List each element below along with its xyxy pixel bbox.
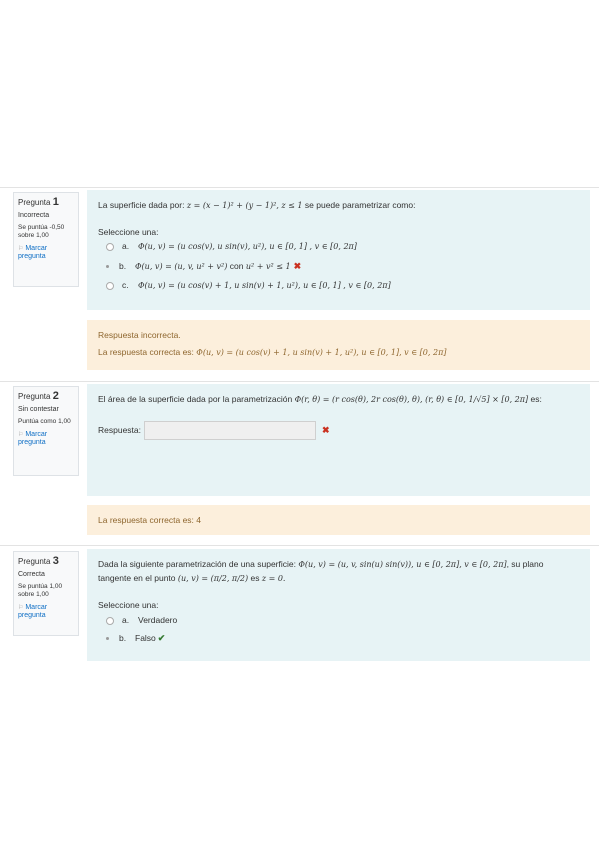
select-prompt: Seleccione una: <box>98 600 159 610</box>
option-radio-selected[interactable] <box>106 637 109 640</box>
incorrect-icon: ✖ <box>322 424 330 435</box>
question-content-3 <box>87 549 590 661</box>
correct-icon: ✔ <box>157 633 166 643</box>
option-radio-selected[interactable] <box>106 265 109 268</box>
question-text-line2: tangente en el punto (u, v) = (π/2, π/2) es z = 0. <box>98 573 286 583</box>
correct-answer: La respuesta correcta es: 4 <box>98 515 202 525</box>
question-text: El área de la superficie dada por la parametrización Φ(r, θ) = (r cos(θ), 2r cos(θ), θ), (r, θ) ∈ [0, 1/√5] × [0, 2π] es: <box>98 394 542 404</box>
separator <box>0 381 599 382</box>
option-c[interactable]: c. Φ(u, v) = (u cos(v) + 1, u sin(v) + 1, u²), u ∈ [0, 1] , v ∈ [0, 2π] <box>106 280 391 290</box>
question-grade: Se puntúa -0,50 sobre 1,00 <box>18 224 65 239</box>
question-text: Dada la siguiente parametrización de una superficie: Φ(u, v) = (u, v, sin(u) sin(v)), u ∈ [0, 2π], v ∈ [0, 2π], su plano <box>98 559 544 569</box>
separator <box>0 187 599 188</box>
question-info-3 <box>13 551 79 636</box>
option-a[interactable]: a. Verdadero <box>106 615 177 625</box>
feedback-2 <box>87 505 590 535</box>
flag-icon: ⚐ <box>18 246 24 252</box>
question-number: Pregunta 2 <box>18 390 59 402</box>
question-state: Correcta <box>18 571 45 578</box>
option-b[interactable]: b. Falso ✔ <box>106 633 165 644</box>
option-radio[interactable] <box>106 617 114 625</box>
flag-icon: ⚐ <box>18 432 24 438</box>
question-content-1 <box>87 190 590 310</box>
question-number: Pregunta 1 <box>18 196 59 208</box>
question-number: Pregunta 3 <box>18 555 59 567</box>
option-radio[interactable] <box>106 282 114 290</box>
flag-icon: ⚐ <box>18 605 24 611</box>
separator <box>0 545 599 546</box>
question-grade: Se puntúa 1,00 sobre 1,00 <box>18 583 63 598</box>
select-prompt: Seleccione una: <box>98 227 159 237</box>
question-grade: Puntúa como 1,00 <box>18 418 71 425</box>
answer-input[interactable] <box>144 421 316 440</box>
question-info-1 <box>13 192 79 287</box>
answer-row <box>98 421 330 440</box>
flag-question-link[interactable]: ⚐ Marcar pregunta <box>18 431 48 446</box>
answer-label: Respuesta: <box>98 424 141 435</box>
question-state: Sin contestar <box>18 406 59 413</box>
question-state: Incorrecta <box>18 212 50 219</box>
feedback-title: Respuesta incorrecta. <box>98 330 181 340</box>
option-b[interactable]: b. Φ(u, v) = (u, v, u² + v²) con u² + v² ≤ 1 ✖ <box>106 261 301 272</box>
question-text: La superficie dada por: z = (x − 1)² + (y − 1)², z ≤ 1 se puede parametrizar como: <box>98 200 416 210</box>
question-content-2 <box>87 384 590 496</box>
option-a[interactable]: a. Φ(u, v) = (u cos(v), u sin(v), u²), u ∈ [0, 1] , v ∈ [0, 2π] <box>106 241 357 251</box>
question-info-2 <box>13 386 79 476</box>
incorrect-icon: ✖ <box>293 261 302 271</box>
flag-question-link[interactable]: ⚐ Marcar pregunta <box>18 604 48 619</box>
flag-question-link[interactable]: ⚐ Marcar pregunta <box>18 245 48 260</box>
feedback-1 <box>87 320 590 370</box>
option-radio[interactable] <box>106 243 114 251</box>
correct-answer: La respuesta correcta es: Φ(u, v) = (u cos(v) + 1, u sin(v) + 1, u²), u ∈ [0, 1], v ∈ [0, 2π] <box>98 347 447 357</box>
